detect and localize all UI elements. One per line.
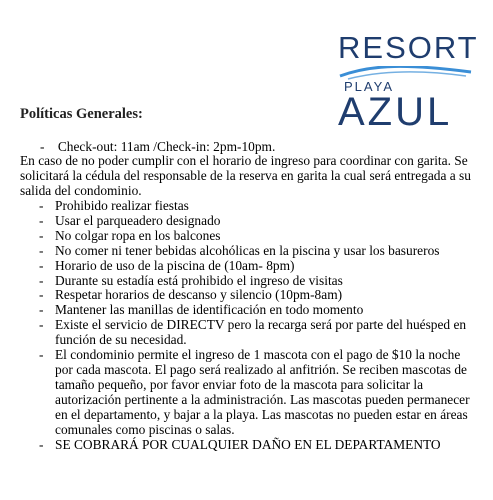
- resort-logo: [338, 30, 479, 134]
- list-item: - SE COBRARÁ POR CUALQUIER DAÑO EN EL DEPARTAMENTO: [39, 436, 441, 452]
- logo-playa-text: PLAYA: [344, 79, 394, 94]
- list-item: - Mantener las manillas de identificación en todo momento: [39, 302, 364, 318]
- list-item: - Horario de uso de la piscina de (10am- 8pm): [39, 257, 295, 273]
- list-item: - No comer ni tener bebidas alcohólicas en la piscina y usar los basureros: [39, 242, 440, 258]
- rules-list: [20, 199, 480, 452]
- list-item: - Existe el servicio de DIRECTV pero la recarga será por parte del huésped en función de su necesidad.: [39, 317, 467, 348]
- list-item: - Durante su estadía está prohibido el ingreso de visitas: [39, 272, 343, 288]
- wave-icon: [338, 66, 473, 80]
- list-item: - Respetar horarios de descanso y silencio (10pm-8am): [39, 287, 343, 303]
- checkout-dash: -: [40, 139, 45, 154]
- checkin-paragraph: En caso de no poder cumplir con el horario de ingreso para coordinar con garita. Se solicitará la cédula del responsable de la reserva en garita la cual será entregada a su salida del condominio.: [20, 153, 471, 198]
- checkout-text: Check-out: 11am /Check-in: 2pm-10pm.: [57, 139, 276, 154]
- list-item: - No colgar ropa en los balcones: [39, 227, 221, 243]
- logo-azul-text: AZUL: [338, 90, 453, 134]
- logo-resort-text: RESORT: [338, 30, 479, 65]
- list-item: - Prohibido realizar fiestas: [39, 198, 189, 213]
- page-title: Políticas Generales:: [20, 106, 143, 122]
- list-item: - Usar el parqueadero designado: [39, 212, 221, 228]
- list-item: - El condominio permite el ingreso de 1 mascota con el pago de $10 la noche por cada mascota. El pago será realizado al anfitrión. Se reciben mascotas de tamaño pequeño, por favor enviar foto de la mascota para solicitar la autorización pertinente a la administración. Las mascotas pueden permanecer en el departamento, y bajar a la playa. Las mascotas no pueden estar en áreas comunales como piscinas o salas.: [39, 347, 470, 437]
